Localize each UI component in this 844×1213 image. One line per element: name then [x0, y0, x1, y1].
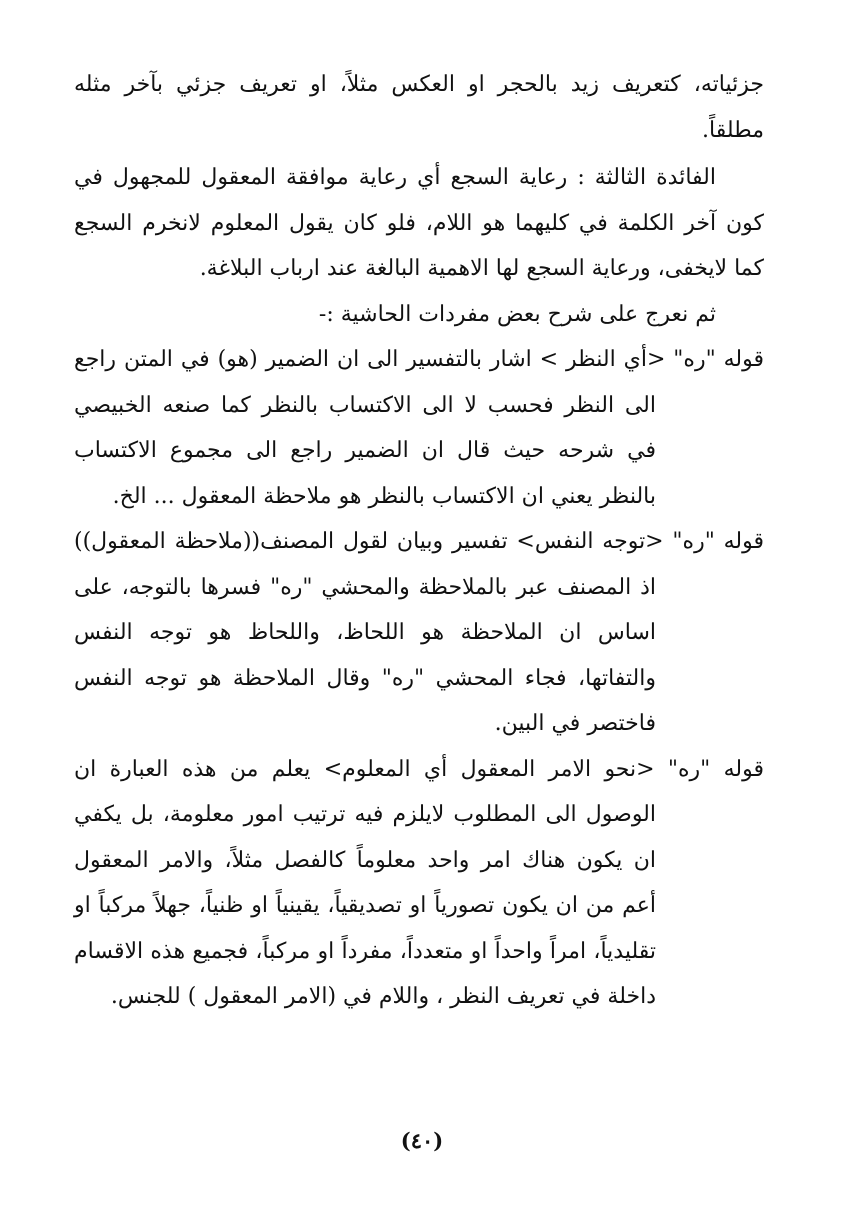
- paragraph-transition: ثم نعرج على شرح بعض مفردات الحاشية :-: [318, 301, 716, 327]
- body-text: [74, 62, 764, 1020]
- paragraph-commentary-1: قوله "ره" <أي النظر > اشار بالتفسير الى ان الضمير (هو) في المتن راجع الى النظر فحسب لا الى الاكتساب بالنظر كما صنعه الخبيصي في شرحه حيث قال ان الضمير راجع الى مجموع الاكتساب بالنظر يعني ان الاكتساب بالنظر هو ملاحظة المعقول ... الخ.: [74, 347, 764, 509]
- paragraph-commentary-2: قوله "ره" <توجه النفس> تفسير وبيان لقول المصنف((ملاحظة المعقول)) اذ المصنف عبر بالملاحظة والمحشي "ره" فسرها بالتوجه، على اساس ان الملاحظة هو اللحاظ، واللحاظ هو توجه النفس والتفاتها، فجاء المحشي "ره" وقال الملاحظة هو توجه النفس فاختصر في البين.: [74, 529, 764, 736]
- page-number: (٤٠): [400, 1128, 444, 1153]
- paragraph-commentary-3: قوله "ره" <نحو الامر المعقول أي المعلوم> يعلم من هذه العبارة ان الوصول الى المطلوب لايلزم فيه ترتيب امور معلومة، بل يكفي ان يكون هناك امر واحد معلوماً كالفصل مثلاً، والامر المعقول أعم من ان يكون تصورياً او تصديقياً، يقينياً او ظنياً، جهلاً مركباً او تقليدياً، امراً واحداً او متعدداً، مفرداً او مركباً، فجميع هذه الاقسام داخلة في تعريف النظر ، واللام في (الامر المعقول ) للجنس.: [74, 756, 764, 1009]
- paragraph-third-benefit: الفائدة الثالثة : رعاية السجع أي رعاية موافقة المعقول للمجهول في كون آخر الكلمة في كليهما هو اللام، فلو كان يقول المعلوم لانخرم السجع كما لايخفى، ورعاية السجع لها الاهمية البالغة عند ارباب البلاغة.: [74, 165, 764, 281]
- paragraph-continuation: جزئياته، كتعريف زيد بالحجر او العكس مثلاً، او تعريف جزئي بآخر مثله مطلقاً.: [74, 72, 764, 143]
